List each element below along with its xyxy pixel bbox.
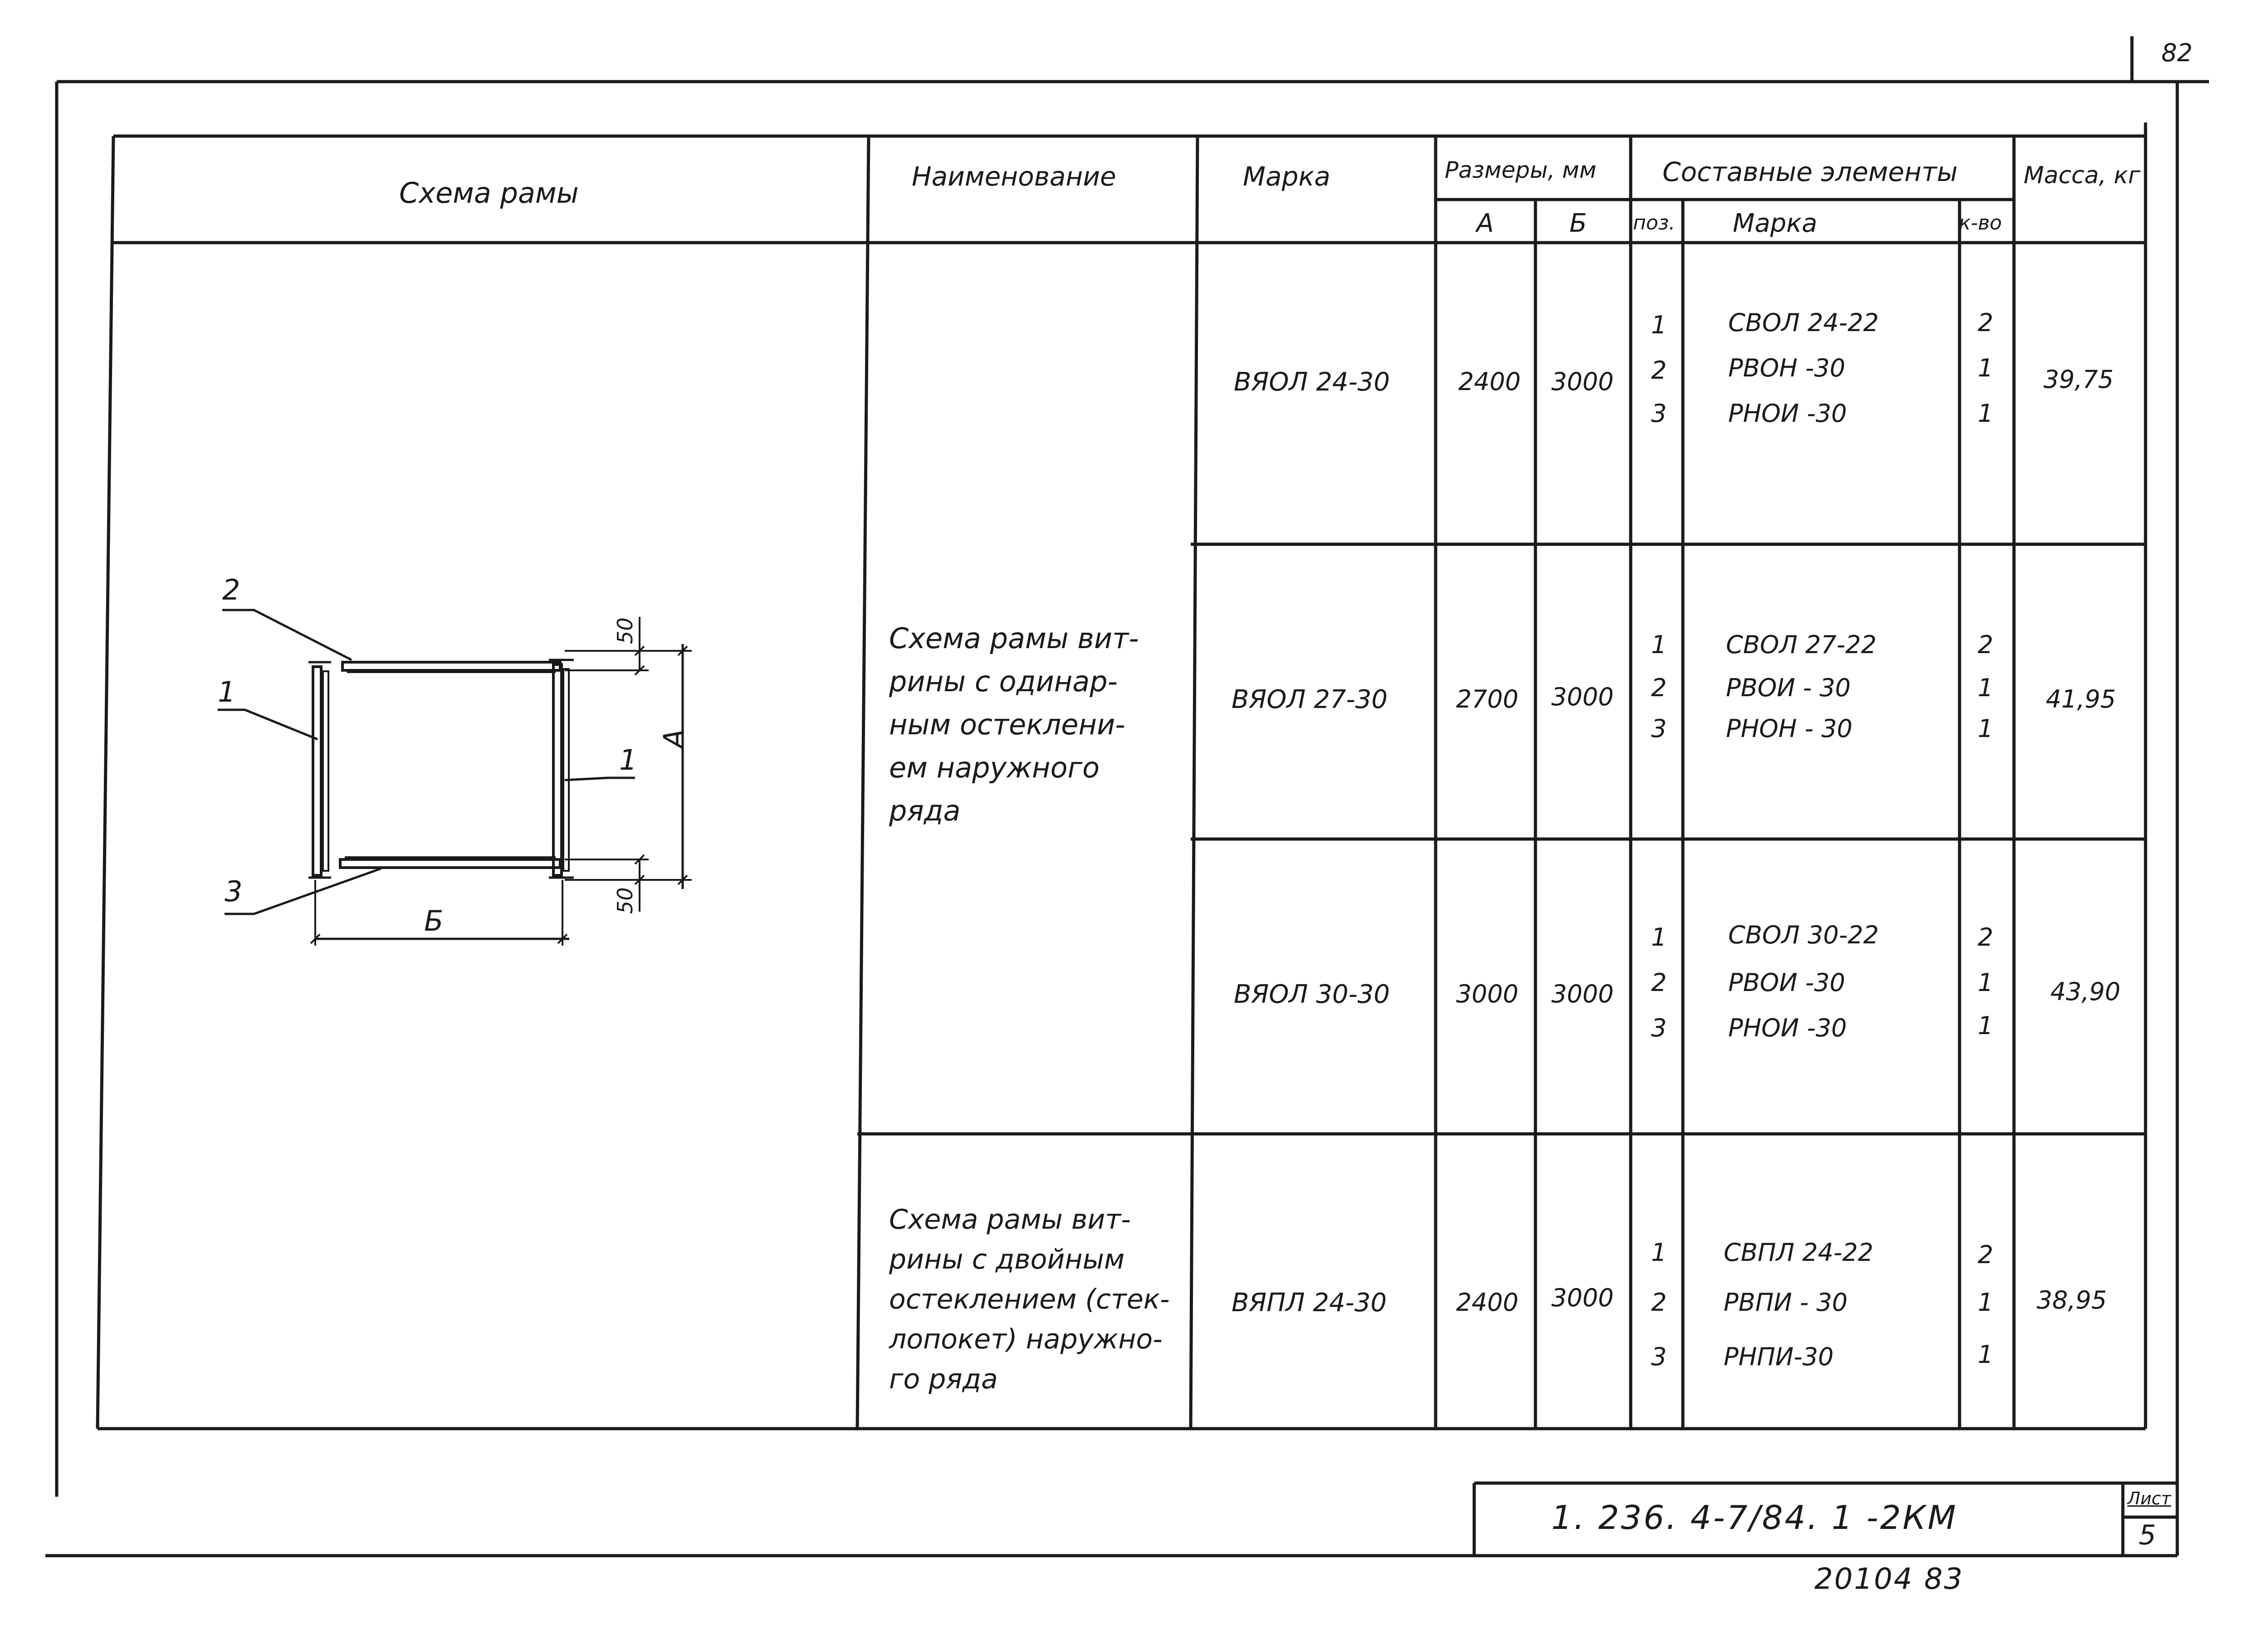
header-qty: к-во	[1959, 211, 2002, 234]
dimension-50-top: 50	[613, 617, 637, 644]
row-3-qty-2: 1	[1978, 968, 1994, 997]
dimension-50-bottom: 50	[613, 887, 637, 914]
sheet-number: 5	[2139, 1519, 2156, 1551]
name-single-glazing: Схема рамы вит- рины с одинар- ным остеклени- ем наружного ряда	[889, 622, 1139, 827]
header-size-a: А	[1476, 209, 1494, 238]
row-3-mark: ВЯОЛ 30-30	[1234, 980, 1390, 1009]
callout-1: 1	[218, 675, 236, 708]
row-3-el-2: РВОИ -30	[1728, 968, 1845, 997]
row-2-qty-3: 1	[1978, 714, 1994, 743]
row-1-pos-3: 3	[1651, 399, 1667, 428]
row-2-mass: 41,95	[2046, 685, 2116, 713]
header-elements: Составные элементы	[1662, 156, 1958, 187]
row-1-el-3: РНОИ -30	[1728, 399, 1847, 428]
name-double-glazing: Схема рамы вит- рины с двойным остеклением (стек- лопокет) наружно- го ряда	[889, 1204, 1170, 1395]
callout-2: 2	[222, 573, 240, 606]
row-3-b: 3000	[1551, 980, 1614, 1008]
row-3-pos-1: 1	[1651, 923, 1667, 952]
row-4-pos-1: 1	[1651, 1238, 1667, 1267]
header-size-b: Б	[1569, 209, 1587, 238]
row-3-pos-3: 3	[1651, 1014, 1667, 1042]
row-3-qty-1: 2	[1978, 923, 1994, 952]
row-3-a: 3000	[1456, 980, 1519, 1008]
row-4-pos-2: 2	[1651, 1288, 1667, 1317]
row-4-mass: 38,95	[2037, 1286, 2107, 1314]
row-1-qty-2: 1	[1978, 354, 1994, 382]
callout-3: 3	[225, 875, 243, 908]
row-3-el-1: СВОЛ 30-22	[1728, 921, 1879, 949]
row-1-el-2: РВОН -30	[1728, 354, 1846, 382]
row-4-el-1: СВПЛ 24-22	[1724, 1238, 1874, 1267]
row-4-el-3: РНПИ-30	[1724, 1342, 1834, 1371]
row-4-pos-3: 3	[1651, 1342, 1667, 1371]
row-1-mark: ВЯОЛ 24-30	[1234, 367, 1390, 397]
row-1-el-1: СВОЛ 24-22	[1728, 308, 1879, 337]
row-2-pos-2: 2	[1651, 674, 1667, 702]
row-4-qty-1: 2	[1978, 1240, 1994, 1269]
row-1-qty-3: 1	[1978, 399, 1994, 428]
row-3-mass: 43,90	[2050, 977, 2121, 1006]
row-2-el-1: СВОЛ 27-22	[1726, 630, 1877, 659]
row-3-qty-3: 1	[1978, 1011, 1994, 1040]
dimension-b-label: Б	[424, 904, 444, 937]
header-pos: поз.	[1633, 211, 1676, 234]
row-4-a: 2400	[1456, 1288, 1519, 1317]
header-scheme: Схема рамы	[399, 176, 579, 210]
header-el-mark: Марка	[1733, 209, 1818, 238]
row-3-pos-2: 2	[1651, 968, 1667, 997]
row-2-mark: ВЯОЛ 27-30	[1232, 685, 1388, 714]
callout-1-right: 1	[619, 743, 637, 776]
row-2-qty-2: 1	[1978, 674, 1994, 702]
row-2-qty-1: 2	[1978, 630, 1994, 659]
header-sizes: Размеры, мм	[1445, 157, 1597, 183]
row-4-qty-3: 1	[1978, 1340, 1994, 1369]
row-1-mass: 39,75	[2043, 365, 2114, 394]
row-1-b: 3000	[1551, 367, 1614, 396]
row-1-pos-2: 2	[1651, 356, 1667, 385]
row-2-pos-3: 3	[1651, 714, 1667, 743]
row-4-qty-2: 1	[1978, 1288, 1994, 1317]
row-2-a: 2700	[1456, 685, 1519, 713]
row-4-mark: ВЯПЛ 24-30	[1232, 1288, 1387, 1318]
row-2-el-3: РНОН - 30	[1726, 714, 1853, 743]
sheet-label: Лист	[2127, 1489, 2171, 1508]
header-mass: Масса, кг	[2024, 162, 2141, 189]
row-2-b: 3000	[1551, 683, 1614, 711]
row-4-el-2: РВПИ - 30	[1724, 1288, 1848, 1317]
document-code: 1. 236. 4-7/84. 1 -2КМ	[1551, 1499, 1958, 1537]
header-mark: Марка	[1243, 161, 1330, 192]
row-2-pos-1: 1	[1651, 630, 1667, 659]
row-2-el-2: РВОИ - 30	[1726, 674, 1851, 702]
row-1-a: 2400	[1458, 367, 1521, 396]
row-1-pos-1: 1	[1651, 311, 1667, 339]
page-number: 82	[2161, 39, 2193, 67]
inventory-number: 20104 83	[1814, 1562, 1964, 1596]
dimension-a-label: А	[657, 729, 690, 748]
row-3-el-3: РНОИ -30	[1728, 1014, 1847, 1042]
header-name: Наименование	[912, 161, 1116, 192]
row-4-b: 3000	[1551, 1284, 1614, 1312]
row-1-qty-1: 2	[1978, 308, 1994, 337]
